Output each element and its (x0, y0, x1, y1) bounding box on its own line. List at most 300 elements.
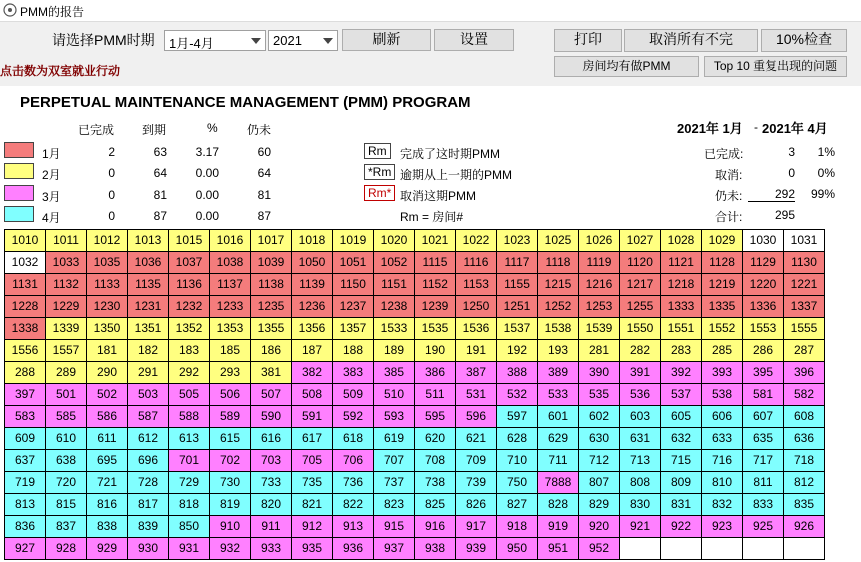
room-cell[interactable]: 919 (538, 516, 579, 538)
room-cell[interactable]: 951 (538, 538, 579, 560)
room-cell[interactable]: 285 (702, 340, 743, 362)
room-cell[interactable]: 1038 (210, 252, 251, 274)
room-cell[interactable]: 939 (456, 538, 497, 560)
room-cell[interactable]: 832 (702, 494, 743, 516)
room-cell[interactable]: 712 (579, 450, 620, 472)
room-cell[interactable]: 1217 (620, 274, 661, 296)
room-cell[interactable]: 536 (620, 384, 661, 406)
room-cell[interactable]: 927 (5, 538, 46, 560)
room-cell[interactable]: 836 (5, 516, 46, 538)
room-cell[interactable]: 1356 (292, 318, 333, 340)
room-cell[interactable]: 587 (128, 406, 169, 428)
room-cell[interactable]: 1220 (743, 274, 784, 296)
room-cell[interactable]: 288 (5, 362, 46, 384)
room-cell[interactable]: 1023 (497, 230, 538, 252)
room-cell[interactable]: 935 (292, 538, 333, 560)
room-cell[interactable]: 531 (456, 384, 497, 406)
room-cell[interactable]: 938 (415, 538, 456, 560)
room-cell[interactable]: 1025 (538, 230, 579, 252)
room-cell[interactable]: 1033 (46, 252, 87, 274)
room-cell[interactable]: 825 (415, 494, 456, 516)
room-cell[interactable]: 1019 (333, 230, 374, 252)
room-cell[interactable]: 829 (579, 494, 620, 516)
room-cell[interactable]: 632 (661, 428, 702, 450)
room-cell[interactable]: 629 (538, 428, 579, 450)
room-cell[interactable]: 181 (87, 340, 128, 362)
room-cell[interactable]: 613 (169, 428, 210, 450)
room-cell[interactable]: 586 (87, 406, 128, 428)
room-cell[interactable]: 616 (251, 428, 292, 450)
room-cell[interactable]: 603 (620, 406, 661, 428)
room-cell[interactable]: 1230 (87, 296, 128, 318)
room-cell[interactable]: 612 (128, 428, 169, 450)
room-cell[interactable]: 1253 (579, 296, 620, 318)
room-cell[interactable]: 1536 (456, 318, 497, 340)
room-cell[interactable]: 826 (456, 494, 497, 516)
room-cell[interactable]: 588 (169, 406, 210, 428)
room-cell[interactable]: 913 (333, 516, 374, 538)
room-cell[interactable]: 1338 (5, 318, 46, 340)
room-cell[interactable]: 933 (251, 538, 292, 560)
room-cell[interactable]: 811 (743, 472, 784, 494)
room-cell[interactable]: 1150 (333, 274, 374, 296)
room-cell[interactable]: 387 (456, 362, 497, 384)
room-cell[interactable]: 1012 (87, 230, 128, 252)
room-cell[interactable]: 1022 (456, 230, 497, 252)
room-cell[interactable]: 1250 (456, 296, 497, 318)
room-cell[interactable]: 630 (579, 428, 620, 450)
room-cell[interactable]: 619 (374, 428, 415, 450)
room-cell[interactable]: 597 (497, 406, 538, 428)
room-cell[interactable]: 817 (128, 494, 169, 516)
room-cell[interactable]: 605 (661, 406, 702, 428)
room-cell[interactable]: 608 (784, 406, 825, 428)
room-cell[interactable]: 635 (743, 428, 784, 450)
room-cell[interactable]: 1255 (620, 296, 661, 318)
room-cell[interactable]: 1129 (743, 252, 784, 274)
room-cell[interactable]: 1016 (210, 230, 251, 252)
room-cell[interactable]: 830 (620, 494, 661, 516)
room-cell[interactable]: 709 (456, 450, 497, 472)
room-cell[interactable]: 391 (620, 362, 661, 384)
room-cell[interactable]: 1011 (46, 230, 87, 252)
room-cell[interactable]: 501 (46, 384, 87, 406)
room-cell[interactable]: 1333 (661, 296, 702, 318)
room-cell[interactable]: 720 (46, 472, 87, 494)
room-cell[interactable]: 750 (497, 472, 538, 494)
room-cell[interactable]: 930 (128, 538, 169, 560)
room-cell[interactable]: 1137 (210, 274, 251, 296)
room-cell[interactable]: 929 (87, 538, 128, 560)
room-cell[interactable]: 815 (46, 494, 87, 516)
room-cell[interactable]: 710 (497, 450, 538, 472)
room-cell[interactable]: 821 (292, 494, 333, 516)
room-cell[interactable]: 839 (128, 516, 169, 538)
room-cell[interactable]: 390 (579, 362, 620, 384)
room-cell[interactable]: 636 (784, 428, 825, 450)
room-cell[interactable]: 816 (87, 494, 128, 516)
room-cell[interactable]: 183 (169, 340, 210, 362)
ten-percent-check-button[interactable]: 10%检查 (761, 29, 847, 52)
room-cell[interactable]: 535 (579, 384, 620, 406)
room-cell[interactable]: 382 (292, 362, 333, 384)
room-cell[interactable]: 1021 (415, 230, 456, 252)
room-cell[interactable]: 638 (46, 450, 87, 472)
room-cell[interactable]: 1336 (743, 296, 784, 318)
room-cell[interactable]: 1120 (620, 252, 661, 274)
room-cell[interactable]: 1552 (702, 318, 743, 340)
room-cell[interactable]: 386 (415, 362, 456, 384)
room-cell[interactable]: 707 (374, 450, 415, 472)
room-cell[interactable]: 736 (333, 472, 374, 494)
room-cell[interactable]: 1133 (87, 274, 128, 296)
room-cell[interactable]: 395 (743, 362, 784, 384)
room-cell[interactable]: 185 (210, 340, 251, 362)
room-cell[interactable]: 701 (169, 450, 210, 472)
room-cell[interactable]: 1215 (538, 274, 579, 296)
room-cell[interactable]: 1557 (46, 340, 87, 362)
room-cell[interactable]: 716 (702, 450, 743, 472)
room-cell[interactable]: 1051 (333, 252, 374, 274)
room-cell[interactable]: 921 (620, 516, 661, 538)
room-cell[interactable]: 1018 (292, 230, 333, 252)
room-cell[interactable]: 1027 (620, 230, 661, 252)
refresh-button[interactable]: 刷新 (342, 29, 431, 51)
room-cell[interactable]: 1119 (579, 252, 620, 274)
room-cell[interactable]: 607 (743, 406, 784, 428)
room-cell[interactable]: 715 (661, 450, 702, 472)
room-cell[interactable]: 737 (374, 472, 415, 494)
room-cell[interactable]: 703 (251, 450, 292, 472)
room-cell[interactable]: 1353 (210, 318, 251, 340)
room-cell[interactable]: 637 (5, 450, 46, 472)
room-cell[interactable]: 818 (169, 494, 210, 516)
room-cell[interactable]: 705 (292, 450, 333, 472)
room-cell[interactable]: 610 (46, 428, 87, 450)
room-cell[interactable]: 1337 (784, 296, 825, 318)
room-cell[interactable]: 1533 (374, 318, 415, 340)
room-cell[interactable]: 702 (210, 450, 251, 472)
room-cell[interactable]: 1128 (702, 252, 743, 274)
room-cell[interactable]: 915 (374, 516, 415, 538)
room-cell[interactable]: 729 (169, 472, 210, 494)
room-cell[interactable]: 505 (169, 384, 210, 406)
room-cell[interactable]: 813 (5, 494, 46, 516)
room-cell[interactable]: 1339 (46, 318, 87, 340)
room-cell[interactable]: 621 (456, 428, 497, 450)
room-cell[interactable]: 1030 (743, 230, 784, 252)
room-cell[interactable]: 511 (415, 384, 456, 406)
room-cell[interactable]: 1357 (333, 318, 374, 340)
room-cell[interactable]: 719 (5, 472, 46, 494)
room-cell[interactable]: 581 (743, 384, 784, 406)
room-cell[interactable]: 809 (661, 472, 702, 494)
room-cell[interactable]: 820 (251, 494, 292, 516)
room-cell[interactable]: 1135 (128, 274, 169, 296)
room-cell[interactable]: 1551 (661, 318, 702, 340)
room-cell[interactable]: 1037 (169, 252, 210, 274)
room-cell[interactable]: 1252 (538, 296, 579, 318)
room-cell[interactable]: 1017 (251, 230, 292, 252)
room-cell[interactable]: 1238 (374, 296, 415, 318)
room-cell[interactable]: 835 (784, 494, 825, 516)
room-cell[interactable]: 1538 (538, 318, 579, 340)
room-cell[interactable]: 721 (87, 472, 128, 494)
room-cell[interactable]: 1010 (5, 230, 46, 252)
room-cell[interactable]: 389 (538, 362, 579, 384)
room-cell[interactable]: 1239 (415, 296, 456, 318)
room-cell[interactable]: 1352 (169, 318, 210, 340)
room-cell[interactable]: 628 (497, 428, 538, 450)
room-cell[interactable]: 1335 (702, 296, 743, 318)
room-cell[interactable]: 828 (538, 494, 579, 516)
room-cell[interactable]: 1117 (497, 252, 538, 274)
room-cell[interactable]: 618 (333, 428, 374, 450)
room-cell[interactable]: 850 (169, 516, 210, 538)
room-cell[interactable]: 506 (210, 384, 251, 406)
room-cell[interactable]: 838 (87, 516, 128, 538)
room-cell[interactable]: 1231 (128, 296, 169, 318)
room-cell[interactable]: 1221 (784, 274, 825, 296)
room-cell[interactable]: 182 (128, 340, 169, 362)
room-cell[interactable]: 808 (620, 472, 661, 494)
room-cell[interactable]: 925 (743, 516, 784, 538)
room-cell[interactable]: 928 (46, 538, 87, 560)
room-cell[interactable]: 538 (702, 384, 743, 406)
room-cell[interactable]: 1138 (251, 274, 292, 296)
room-cell[interactable]: 388 (497, 362, 538, 384)
room-cell[interactable]: 735 (292, 472, 333, 494)
room-cell[interactable]: 192 (497, 340, 538, 362)
room-cell[interactable]: 1028 (661, 230, 702, 252)
room-cell[interactable]: 1121 (661, 252, 702, 274)
room-cell[interactable]: 187 (292, 340, 333, 362)
room-cell[interactable]: 739 (456, 472, 497, 494)
room-cell[interactable]: 1032 (5, 252, 46, 274)
settings-button[interactable]: 设置 (434, 29, 514, 51)
room-cell[interactable]: 713 (620, 450, 661, 472)
room-cell[interactable]: 910 (210, 516, 251, 538)
room-cell[interactable]: 592 (333, 406, 374, 428)
room-cell[interactable]: 292 (169, 362, 210, 384)
room-cell[interactable]: 537 (661, 384, 702, 406)
room-cell[interactable]: 7888 (538, 472, 579, 494)
room-cell[interactable]: 738 (415, 472, 456, 494)
print-button[interactable]: 打印 (554, 29, 622, 52)
room-cell[interactable]: 609 (5, 428, 46, 450)
room-cell[interactable]: 633 (702, 428, 743, 450)
room-cell[interactable]: 281 (579, 340, 620, 362)
room-cell[interactable]: 1151 (374, 274, 415, 296)
room-cell[interactable]: 1118 (538, 252, 579, 274)
room-cell[interactable]: 918 (497, 516, 538, 538)
room-cell[interactable]: 615 (210, 428, 251, 450)
room-cell[interactable]: 1229 (46, 296, 87, 318)
room-cell[interactable]: 1031 (784, 230, 825, 252)
room-cell[interactable]: 1555 (784, 318, 825, 340)
room-cell[interactable]: 1236 (292, 296, 333, 318)
room-cell[interactable]: 507 (251, 384, 292, 406)
room-cell[interactable]: 620 (415, 428, 456, 450)
room-cell[interactable]: 1039 (251, 252, 292, 274)
room-cell[interactable]: 291 (128, 362, 169, 384)
room-cell[interactable]: 1015 (169, 230, 210, 252)
room-cell[interactable]: 601 (538, 406, 579, 428)
room-cell[interactable]: 1355 (251, 318, 292, 340)
room-cell[interactable]: 1050 (292, 252, 333, 274)
room-cell[interactable]: 916 (415, 516, 456, 538)
room-cell[interactable]: 1235 (251, 296, 292, 318)
room-cell[interactable]: 912 (292, 516, 333, 538)
room-cell[interactable]: 1553 (743, 318, 784, 340)
room-cell[interactable]: 283 (661, 340, 702, 362)
room-cell[interactable]: 503 (128, 384, 169, 406)
room-cell[interactable]: 1537 (497, 318, 538, 340)
room-cell[interactable]: 1029 (702, 230, 743, 252)
room-cell[interactable]: 922 (661, 516, 702, 538)
room-cell[interactable]: 932 (210, 538, 251, 560)
room-cell[interactable]: 385 (374, 362, 415, 384)
room-cell[interactable]: 1052 (374, 252, 415, 274)
room-cell[interactable]: 936 (333, 538, 374, 560)
room-cell[interactable]: 807 (579, 472, 620, 494)
room-cell[interactable]: 696 (128, 450, 169, 472)
room-cell[interactable]: 733 (251, 472, 292, 494)
rooms-done-button[interactable]: 房间均有做PMM (554, 56, 699, 77)
year-select[interactable] (268, 30, 338, 51)
room-cell[interactable]: 911 (251, 516, 292, 538)
room-cell[interactable]: 950 (497, 538, 538, 560)
room-cell[interactable]: 827 (497, 494, 538, 516)
room-cell[interactable]: 822 (333, 494, 374, 516)
room-cell[interactable]: 711 (538, 450, 579, 472)
room-cell[interactable]: 1013 (128, 230, 169, 252)
room-cell[interactable]: 508 (292, 384, 333, 406)
room-cell[interactable]: 1139 (292, 274, 333, 296)
room-cell[interactable]: 837 (46, 516, 87, 538)
room-cell[interactable]: 289 (46, 362, 87, 384)
top10-button[interactable]: Top 10 重复出现的问题 (704, 56, 847, 77)
room-cell[interactable]: 590 (251, 406, 292, 428)
room-cell[interactable]: 1216 (579, 274, 620, 296)
room-cell[interactable]: 920 (579, 516, 620, 538)
room-cell[interactable]: 591 (292, 406, 333, 428)
room-cell[interactable]: 1218 (661, 274, 702, 296)
room-cell[interactable]: 595 (415, 406, 456, 428)
room-cell[interactable]: 602 (579, 406, 620, 428)
room-cell[interactable]: 1152 (415, 274, 456, 296)
room-cell[interactable]: 631 (620, 428, 661, 450)
room-cell[interactable]: 583 (5, 406, 46, 428)
room-cell[interactable]: 1233 (210, 296, 251, 318)
room-cell[interactable]: 1219 (702, 274, 743, 296)
room-cell[interactable]: 286 (743, 340, 784, 362)
room-cell[interactable]: 1539 (579, 318, 620, 340)
room-cell[interactable]: 589 (210, 406, 251, 428)
room-cell[interactable]: 1035 (87, 252, 128, 274)
room-cell[interactable]: 1535 (415, 318, 456, 340)
room-cell[interactable]: 812 (784, 472, 825, 494)
room-cell[interactable]: 188 (333, 340, 374, 362)
period-select[interactable] (164, 30, 266, 51)
room-cell[interactable]: 381 (251, 362, 292, 384)
room-cell[interactable]: 1350 (87, 318, 128, 340)
room-cell[interactable]: 189 (374, 340, 415, 362)
room-cell[interactable]: 833 (743, 494, 784, 516)
room-cell[interactable]: 393 (702, 362, 743, 384)
room-cell[interactable]: 1556 (5, 340, 46, 362)
room-cell[interactable]: 1116 (456, 252, 497, 274)
room-cell[interactable]: 1228 (5, 296, 46, 318)
room-cell[interactable]: 596 (456, 406, 497, 428)
room-cell[interactable]: 917 (456, 516, 497, 538)
room-cell[interactable]: 1251 (497, 296, 538, 318)
room-cell[interactable]: 287 (784, 340, 825, 362)
room-cell[interactable]: 502 (87, 384, 128, 406)
room-cell[interactable]: 293 (210, 362, 251, 384)
room-cell[interactable]: 1351 (128, 318, 169, 340)
room-cell[interactable]: 1153 (456, 274, 497, 296)
room-cell[interactable]: 706 (333, 450, 374, 472)
room-cell[interactable]: 617 (292, 428, 333, 450)
room-cell[interactable]: 728 (128, 472, 169, 494)
room-cell[interactable]: 1026 (579, 230, 620, 252)
room-cell[interactable]: 1130 (784, 252, 825, 274)
room-cell[interactable]: 1036 (128, 252, 169, 274)
room-cell[interactable]: 383 (333, 362, 374, 384)
room-cell[interactable]: 937 (374, 538, 415, 560)
room-cell[interactable]: 396 (784, 362, 825, 384)
room-cell[interactable]: 190 (415, 340, 456, 362)
room-cell[interactable]: 718 (784, 450, 825, 472)
room-cell[interactable]: 1232 (169, 296, 210, 318)
room-cell[interactable]: 593 (374, 406, 415, 428)
room-cell[interactable]: 926 (784, 516, 825, 538)
room-cell[interactable]: 1136 (169, 274, 210, 296)
room-cell[interactable]: 532 (497, 384, 538, 406)
room-cell[interactable]: 819 (210, 494, 251, 516)
room-cell[interactable]: 510 (374, 384, 415, 406)
room-cell[interactable]: 1132 (46, 274, 87, 296)
room-cell[interactable]: 952 (579, 538, 620, 560)
room-cell[interactable]: 611 (87, 428, 128, 450)
room-cell[interactable]: 397 (5, 384, 46, 406)
room-cell[interactable]: 1115 (415, 252, 456, 274)
room-cell[interactable]: 606 (702, 406, 743, 428)
room-cell[interactable]: 585 (46, 406, 87, 428)
room-cell[interactable]: 823 (374, 494, 415, 516)
room-cell[interactable]: 1237 (333, 296, 374, 318)
room-cell[interactable]: 290 (87, 362, 128, 384)
room-cell[interactable]: 717 (743, 450, 784, 472)
room-cell[interactable]: 695 (87, 450, 128, 472)
room-cell[interactable]: 533 (538, 384, 579, 406)
room-cell[interactable]: 193 (538, 340, 579, 362)
room-cell[interactable]: 282 (620, 340, 661, 362)
room-cell[interactable]: 810 (702, 472, 743, 494)
cancel-all-button[interactable]: 取消所有不完 (624, 29, 758, 52)
room-cell[interactable]: 509 (333, 384, 374, 406)
room-cell[interactable]: 1131 (5, 274, 46, 296)
room-cell[interactable]: 831 (661, 494, 702, 516)
room-cell[interactable]: 708 (415, 450, 456, 472)
room-cell[interactable]: 931 (169, 538, 210, 560)
room-cell[interactable]: 923 (702, 516, 743, 538)
room-cell[interactable]: 186 (251, 340, 292, 362)
room-cell[interactable]: 191 (456, 340, 497, 362)
room-cell[interactable]: 582 (784, 384, 825, 406)
room-cell[interactable]: 730 (210, 472, 251, 494)
